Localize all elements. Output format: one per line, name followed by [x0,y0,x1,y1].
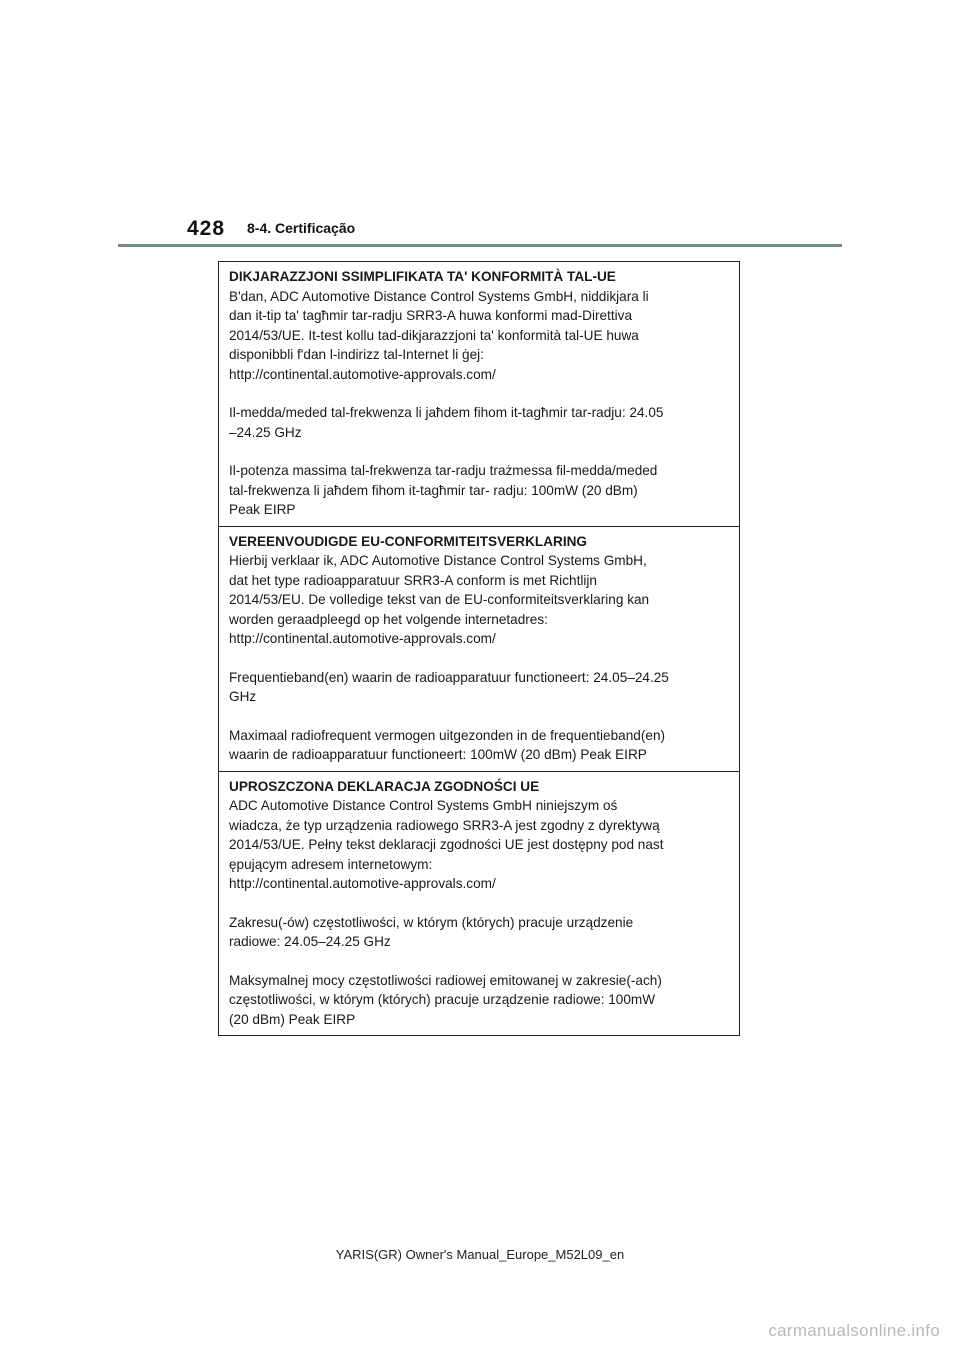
power-line: tal-frekwenza li jaħdem fihom it-tagħmir tar- radju: 100mW (20 dBm) [229,482,638,498]
frequency-line: Il-medda/meded tal-frekwenza li jaħdem fihom it-tagħmir tar-radju: 24.05 [229,405,664,420]
declaration-heading: DIKJARAZZJONI SSIMPLIFIKATA TA' KONFORMITÀ TAL-UE [229,269,616,284]
watermark: carmanualsonline.info [768,1321,940,1340]
frequency-line: Frequentieband(en) waarin de radioapparatuur functioneert: 24.05–24.25 [229,669,669,685]
declaration-heading: VEREENVOUDIGDE EU-CONFORMITEITSVERKLARING [229,533,587,549]
power-line: częstotliwości, w którym (których) pracuje urządzenie radiowe: 100mW [229,992,656,1007]
power-line: Maksymalnej mocy częstotliwości radiowej emitowanej w zakresie(-ach) [229,972,662,988]
approvals-url-link[interactable]: http://continental.automotive-approvals.com/ [229,876,496,891]
frequency-line: –24.25 GHz [229,424,302,440]
declaration-line: dat het type radioapparatuur SRR3-A conform is met Richtlijn [229,572,597,588]
declaration-maltese [219,262,739,526]
declaration-line: 2014/53/UE. It-test kollu tad-dikjarazzjoni ta' konformità tal-UE huwa [229,327,639,343]
declaration-line: B'dan, ADC Automotive Distance Control Systems GmbH, niddikjara li [229,288,649,304]
power-line: waarin de radioapparatuur functioneert: 100mW (20 dBm) Peak EIRP [229,747,647,762]
frequency-line: radiowe: 24.05–24.25 GHz [229,934,391,949]
declaration-line: disponibbli f'dan l-indirizz tal-Internet li ġej: [229,347,484,362]
frequency-line: GHz [229,689,257,704]
power-line: (20 dBm) Peak EIRP [229,1011,356,1027]
declaration-polish [219,771,739,1036]
declaration-line: Hierbij verklaar ik, ADC Automotive Distance Control Systems GmbH, [229,553,647,568]
certification-table [218,261,740,1036]
frequency-line: Zakresu(-ów) częstotliwości, w którym (których) pracuje urządzenie [229,914,634,930]
approvals-url-link[interactable]: http://continental.automotive-approvals.com/ [229,366,496,382]
declaration-line: dan it-tip ta' tagħmir tar-radju SRR3-A huwa konformi mad-Direttiva [229,308,633,323]
header-divider [118,244,842,247]
declaration-line: 2014/53/EU. De volledige tekst van de EU-conformiteitsverklaring kan [229,592,650,607]
approvals-url-link[interactable]: http://continental.automotive-approvals.com/ [229,631,496,646]
declaration-line: ADC Automotive Distance Control Systems GmbH niniejszym oś [229,798,618,813]
power-line: Il-potenza massima tal-frekwenza tar-radju trażmessa fil-medda/meded [229,463,658,478]
declaration-line: worden geraadpleegd op het volgende internetadres: [229,611,548,627]
section-title: 8-4. Certificação [247,220,356,236]
declaration-line: ępującym adresem internetowym: [229,856,433,872]
declaration-heading: UPROSZCZONA DEKLARACJA ZGODNOŚCI UE [229,778,540,794]
power-line: Peak EIRP [229,502,296,517]
declaration-line: wiadcza, że typ urządzenia radiowego SRR3-A jest zgodny z dyrektywą [229,817,660,833]
power-line: Maximaal radiofrequent vermogen uitgezonden in de frequentieband(en) [229,727,666,743]
footer-manual-name: YARIS(GR) Owner's Manual_Europe_M52L09_en [335,1247,625,1262]
declaration-dutch [219,526,739,771]
page-number: 428 [187,217,226,240]
declaration-line: 2014/53/UE. Pełny tekst deklaracji zgodności UE jest dostępny pod nast [229,837,664,852]
